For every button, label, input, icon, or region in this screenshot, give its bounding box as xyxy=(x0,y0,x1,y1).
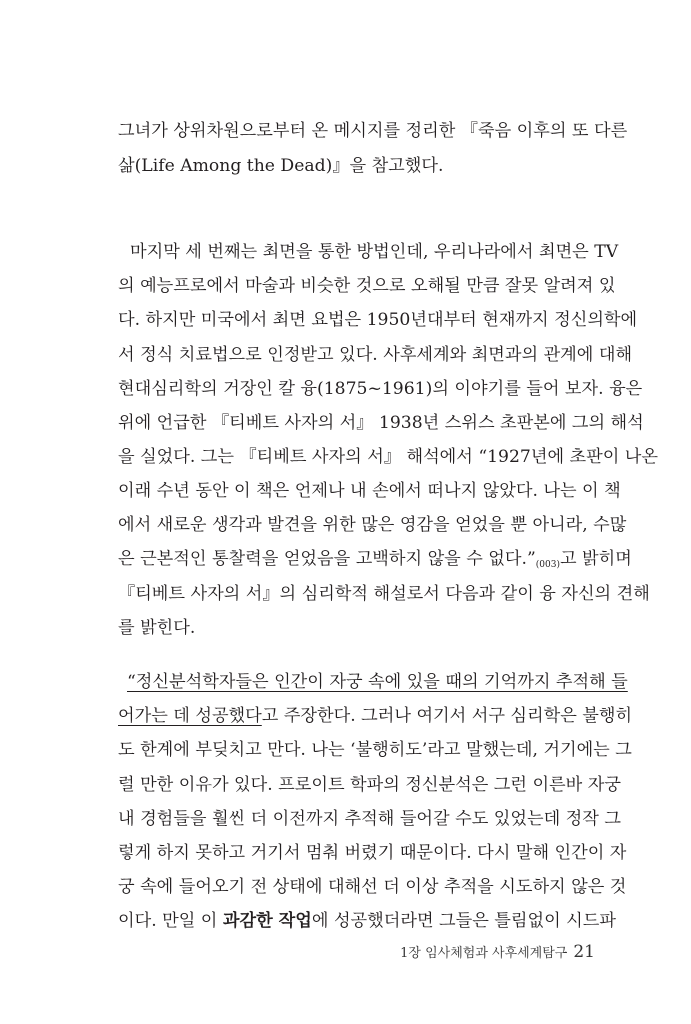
citation-number: (003) xyxy=(535,560,560,570)
text-line: 그녀가 상위차원으로부터 온 메시지를 정리한 『죽음 이후의 또 다른 xyxy=(118,121,628,141)
text-line: 를 밝힌다. xyxy=(118,618,196,638)
text-line: 삶(Life Among the Dead)』을 참고했다. xyxy=(118,156,444,176)
text-line xyxy=(118,545,632,573)
text-line: 다. 하지만 미국에서 최면 요법은 1950년대부터 현재까지 정신의학에 xyxy=(118,310,638,330)
quote-line xyxy=(118,907,616,935)
quote-line: 렇게 하지 못하고 거기서 멈춰 버렸기 때문이다. 다시 말해 인간이 자 xyxy=(118,843,627,863)
text-line: 을 실었다. 그는 『티베트 사자의 서』 해석에서 “1927년에 초판이 나온 xyxy=(118,447,659,467)
text-line: 마지막 세 번째는 최면을 통한 방법인데, 우리나라에서 최면은 TV xyxy=(130,242,619,262)
text-run: 에 성공했더라면 그들은 틀림없이 시드파 xyxy=(311,911,616,931)
quote-line xyxy=(118,702,633,730)
text-run: 고 밝히며 xyxy=(559,549,632,569)
page-number: 21 xyxy=(573,942,595,962)
underlined-text: 어가는 데 성공했다 xyxy=(118,706,262,726)
text-line: 이래 수년 동안 이 책은 언제나 내 손에서 떠나지 않았다. 나는 이 책 xyxy=(118,481,621,501)
text-line: 서 정식 치료법으로 인정받고 있다. 사후세계와 최면과의 관계에 대해 xyxy=(118,345,633,365)
quote-line: 내 경험들을 훨씬 더 이전까지 추적해 들어갈 수도 있었는데 정작 그 xyxy=(118,809,621,829)
text-line: 에서 새로운 생각과 발견을 위한 많은 영감을 얻었을 뿐 아니라, 수많 xyxy=(118,515,627,535)
page-footer xyxy=(400,942,595,962)
quote-line: “정신분석학자들은 인간이 자궁 속에 있을 때의 기억까지 추적해 들 xyxy=(127,672,628,692)
text-line: 위에 언급한 『티베트 사자의 서』 1938년 스위스 초판본에 그의 해석 xyxy=(118,413,644,433)
text-line: 현대심리학의 거장인 칼 융(1875~1961)의 이야기를 들어 보자. 융은 xyxy=(118,379,643,399)
quote-line: 도 한계에 부딪치고 만다. 나는 ‘불행히도’라고 말했는데, 거기에는 그 xyxy=(118,740,632,760)
text-line: 의 예능프로에서 마술과 비슷한 것으로 오해될 만큼 잘못 알려져 있 xyxy=(118,276,616,296)
chapter-title: 1장 임사체험과 사후세계탐구 xyxy=(400,946,568,961)
text-run: 이다. 만일 이 xyxy=(118,911,223,931)
quote-line: 궁 속에 들어오기 전 상태에 대해선 더 이상 추적을 시도하지 않은 것 xyxy=(118,877,627,897)
text-line: 『티베트 사자의 서』의 심리학적 해설로서 다음과 같이 융 자신의 견해 xyxy=(118,584,650,604)
quote-line: 럴 만한 이유가 있다. 프로이트 학파의 정신분석은 그런 이른바 자궁 xyxy=(118,775,621,795)
text-run: 고 주장한다. 그러나 여기서 서구 심리학은 불행히 xyxy=(261,706,633,726)
text-run: 은 근본적인 통찰력을 얻었음을 고백하지 않을 수 없다.” xyxy=(118,549,536,569)
bold-text: 과감한 작업 xyxy=(222,911,312,931)
